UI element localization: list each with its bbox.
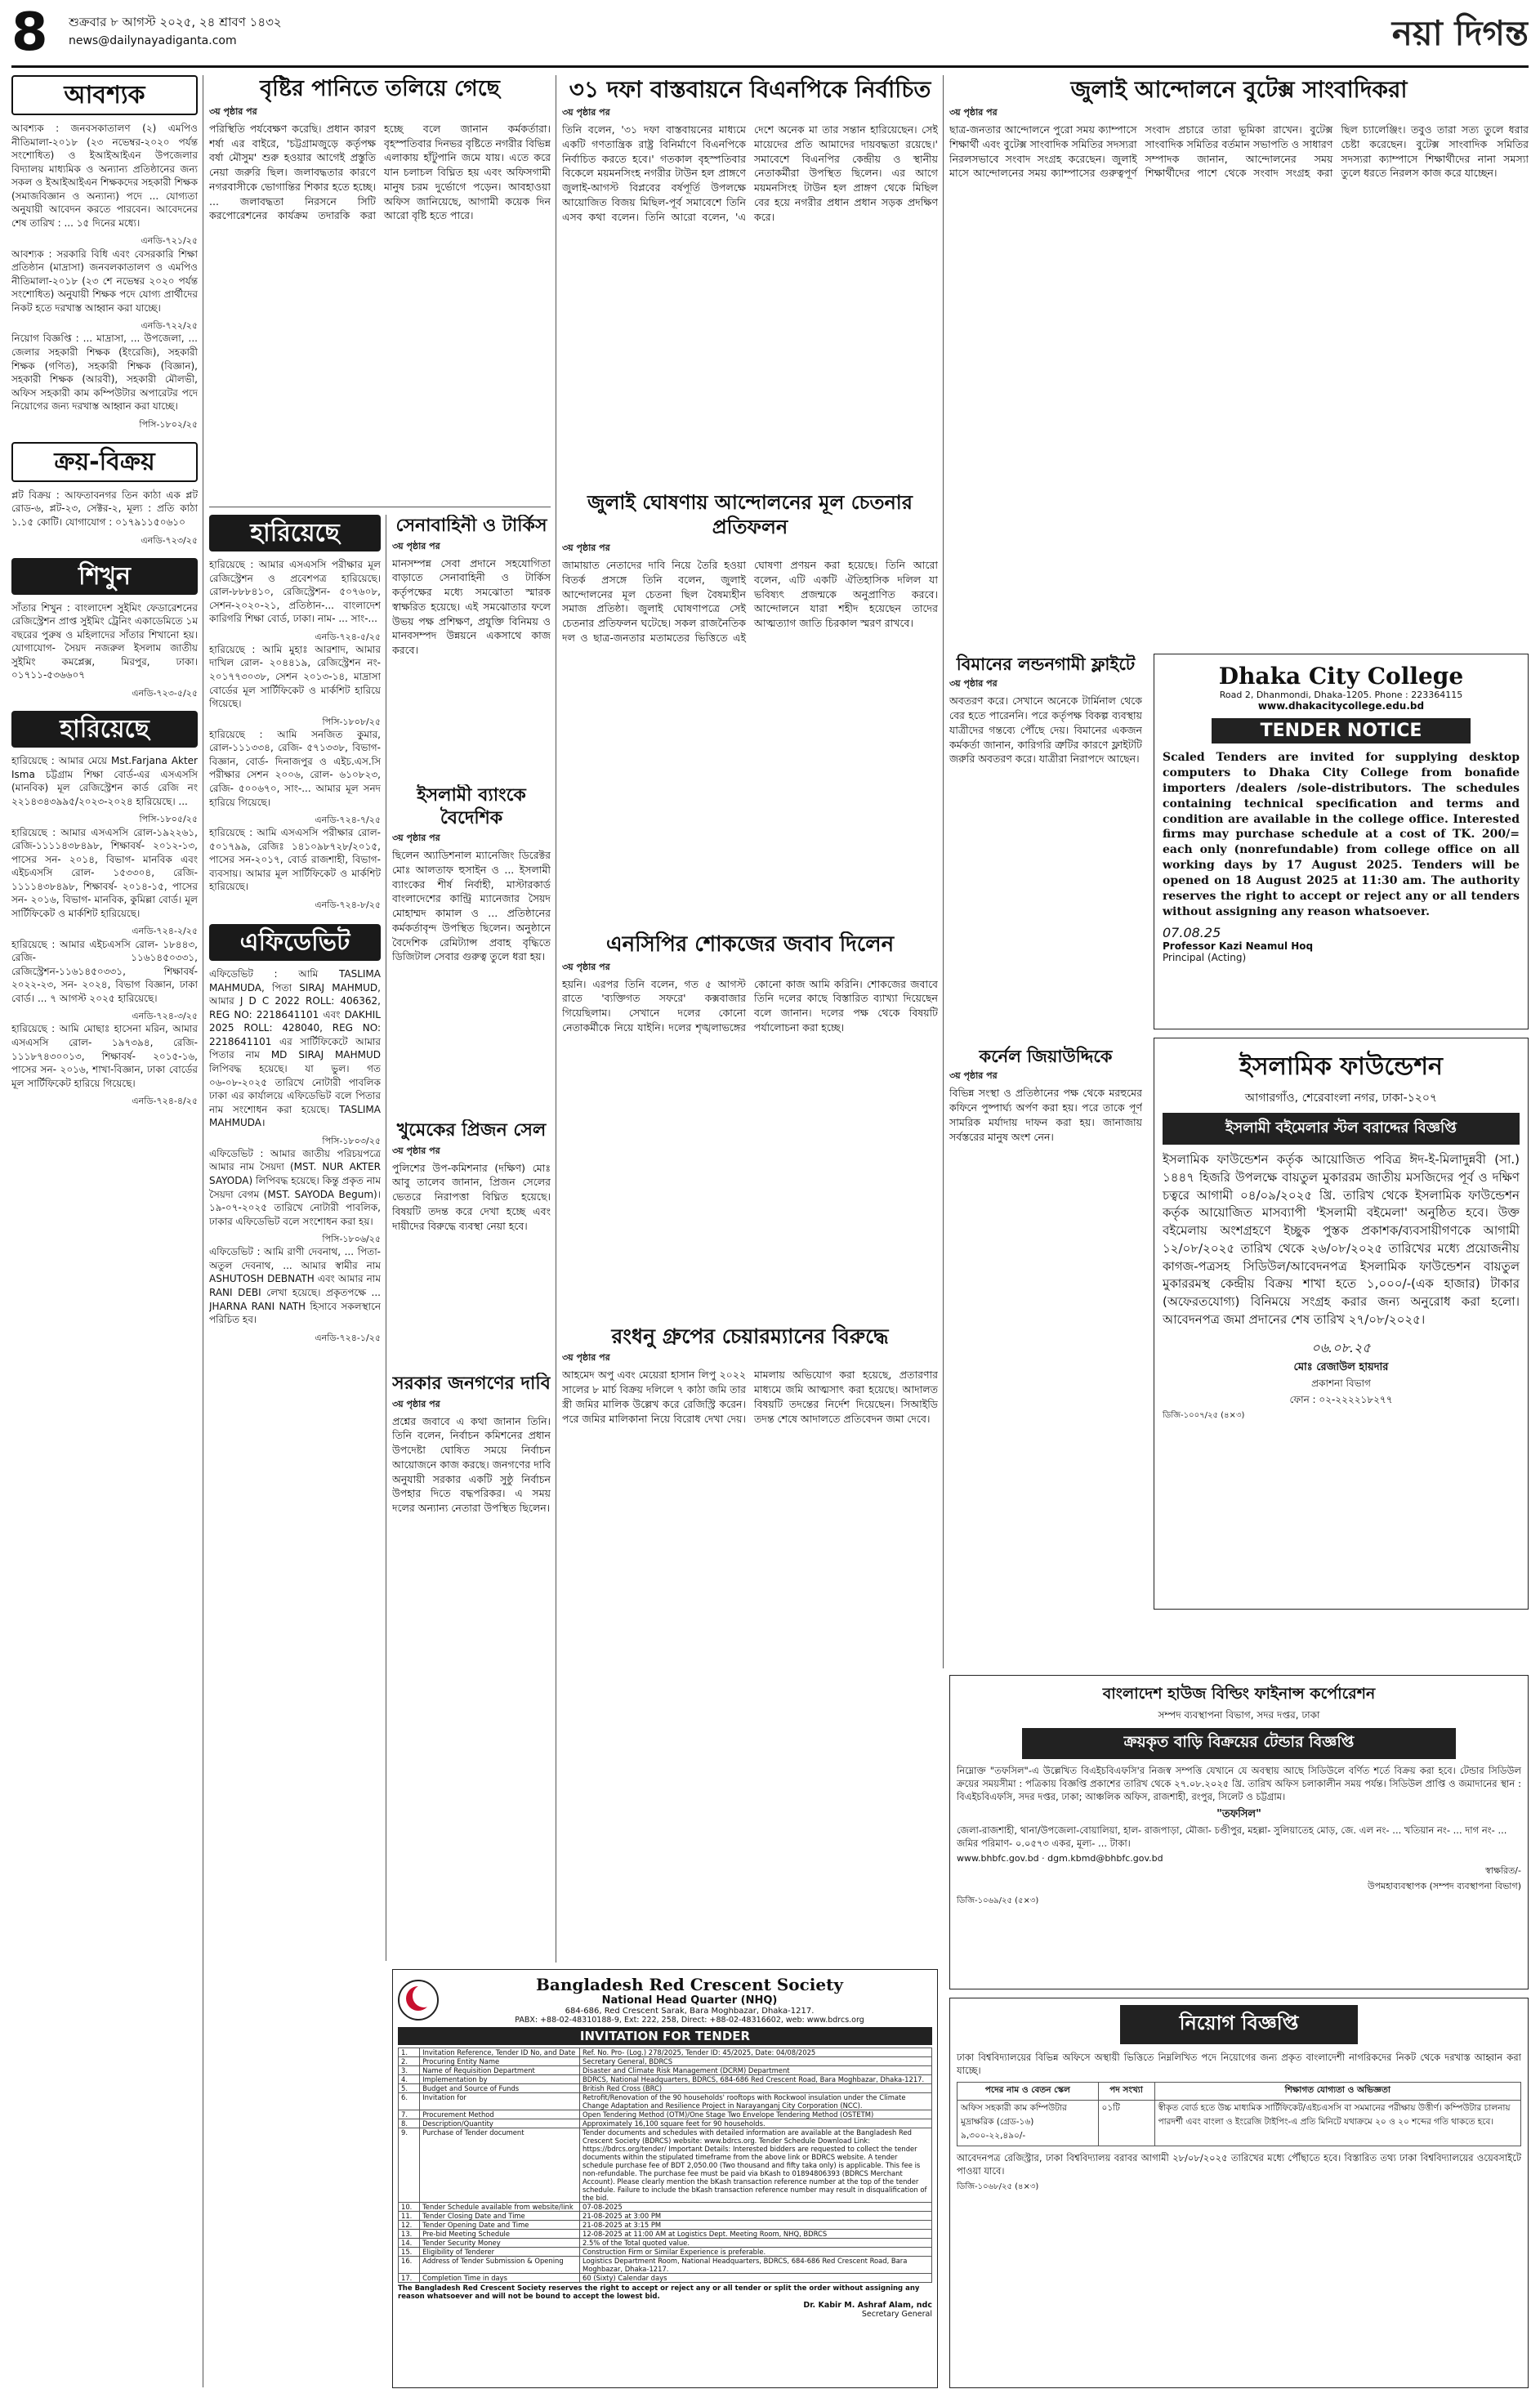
table-cell: 11. bbox=[399, 2212, 420, 2221]
ad-code: এনডি-৭২৪-১/২৫ bbox=[315, 1332, 381, 1343]
rain-article bbox=[209, 75, 551, 500]
sarkar-headline: সরকার জনগণের দাবি bbox=[392, 1373, 551, 1394]
army-continued: ৩য় পৃষ্ঠার পর bbox=[392, 540, 440, 551]
ad-code: পিসি-১৮০৩/২৫ bbox=[322, 1135, 381, 1146]
bnp-headline: ৩১ দফা বাস্তবায়নে বিএনপিকে নির্বাচিত bbox=[569, 76, 931, 103]
rangpur-headline: রংধনু গ্রুপের চেয়ারম্যানের বিরুদ্ধে bbox=[611, 1324, 889, 1348]
housing-name: বাংলাদেশ হাউজ বিল্ডিং ফাইনান্স কর্পোরেশন bbox=[1102, 1685, 1376, 1703]
rangpur-body: আহমেদ অপু এবং মেয়েরা হাসান লিপু ২০২২ সালের ৮ মার্চ বিক্রয় দলিলে ৭ কাঠা জমি তার স্ত্রী জমির মালিক উল্লেখ করে রেজিস্ট্রি করেন। পরে জমির মালিকানা নিয়ে বিরোধ দেখা দেয়। মামলায় অভিযোগ করা হয়েছে, প্রতারণার মাধ্যমে জমি আত্মসাৎ করা হয়েছে। আদালত বিষয়টি তদন্তের নির্দেশ দিয়েছেন। সিআইডি তদন্ত শেষে আদালতে প্রতিবেদন জমা দেবে। bbox=[562, 1369, 938, 1425]
phone: ফোন : ০২-২২২২১৮২৭৭ bbox=[1289, 1393, 1393, 1405]
rain-body: পরিস্থিতি পর্যবেক্ষণ করেছি। প্রধান কারণ শর্ষা এর বাইরে, 'চট্টগ্রামজুড়ে কর্তৃপক্ষ বর্ষা মৌসুম' শুরু হওয়ার আগেই প্রস্তুতি নেয়া জরুরি ছিল। জলাবদ্ধতার কারণে নগরবাসীকে ভোগান্তির শিকার হতে হচ্ছে। ... জলাবদ্ধতা নিরসনে সিটি করপোরেশনের কার্যক্রম তদারকি করা হচ্ছে বলে জানান কর্মকর্তারা। বৃহস্পতিবার দিনভর বৃষ্টিতে নগরীর বিভিন্ন এলাকায় হাঁটুপানি জমে যায়। এতে করে যান চলাচল বিঘ্নিত হয় এবং অফিসগামী মানুষ চরম দুর্ভোগে পড়েন। আবহাওয়া অফিস জানিয়েছে, আগামী কয়েক দিন আরো বৃষ্টি হতে পারে। bbox=[209, 122, 551, 222]
table-cell: Purchase of Tender document bbox=[420, 2128, 580, 2203]
rc-address: 684-686, Red Crescent Sarak, Bara Moghbazar, Dhaka-1217. bbox=[565, 2007, 815, 2016]
red-crescent-logo-icon bbox=[398, 1980, 439, 2021]
table-cell: 9. bbox=[399, 2128, 420, 2203]
section-haraiyeche-1: হারিয়েছে bbox=[209, 515, 381, 551]
table-cell: 10. bbox=[399, 2203, 420, 2212]
table-cell: 8. bbox=[399, 2119, 420, 2128]
list-item: এফিডেভিট : আমার জাতীয় পরিচয়পত্রে আমার নাম সৈয়দা (MST. NUR AKTER SAYODA) লিপিবদ্ধ হয়েছে। কিন্তু প্রকৃত নাম সৈয়দা বেগম (MST. SAYODA Begum)। ১৯-০৭-২০২৫ তারিখে নোটারী পাবলিক, ঢাকার এফিডেভিট বলে সংশোধন করা হয়। bbox=[209, 1147, 381, 1227]
table-row bbox=[399, 2203, 932, 2212]
signer-role: উপমহাব্যবস্থাপক (সম্পদ ব্যবস্থাপনা বিভাগ) bbox=[1367, 1881, 1521, 1892]
table-cell: স্বীকৃত বোর্ড হতে উচ্চ মাধ্যমিক সার্টিফিকেট/এইচএসসি বা সমমানের পরীক্ষায় উত্তীর্ণ। কম্পিউটার চালনায় পারদর্শী এবং বাংলা ও ইংরেজি টাইপিং-এ প্রতি মিনিটে যথাক্রমে ২০ ও ২০ শব্দের গতি থাকতে হবে। bbox=[1154, 2101, 1521, 2146]
table-cell: Retrofit/Renovation of the 90 households' rooftops with Rockwool insulation under the Climate Change Adaptation and Resilience Project in Narayanganj City Corporation (NCC). bbox=[580, 2093, 932, 2110]
table-cell: Invitation for bbox=[420, 2093, 580, 2110]
table-cell: Description/Quantity bbox=[420, 2119, 580, 2128]
niyog-ad bbox=[949, 1998, 1529, 2388]
kroy-list bbox=[11, 489, 198, 547]
shikhun-list bbox=[11, 601, 198, 699]
table-row bbox=[399, 2057, 932, 2066]
table-cell: Tender Opening Date and Time bbox=[420, 2221, 580, 2230]
table-header: পদ সংখ্যা bbox=[1098, 2083, 1154, 2101]
bnp-article bbox=[562, 75, 938, 484]
table-row bbox=[957, 2101, 1521, 2146]
rc-signer bbox=[398, 2301, 932, 2319]
list-item: এফিডেভিট : আমি TASLIMA MAHMUDA, পিতা SIRAJ MAHMUD, আমার J D C 2022 ROLL: 406362, REG NO: 2218641101 এবং DAKHIL 2025 ROLL: 428040, REG NO: 2218641101 এর সার্টিফিকেটে আমার পিতার নাম MD SIRAJ MAHMUD লিপিবদ্ধ হয়েছে। যা ভুল। গত ০৬-০৮-২০২৫ তারিখে নোটারী পাবলিক ঢাকা এর কার্যালয়ে এফিডেভিট বলে পিতার নাম সংশোধন করা হয়েছে। TASLIMA MAHMUDA। bbox=[209, 968, 381, 1129]
section-kroy-bikroy: ক্রয়-বিক্রয় bbox=[11, 442, 198, 482]
table-cell: 2.5% of the Total quoted value. bbox=[580, 2239, 932, 2248]
table-cell: Eligibility of Tenderer bbox=[420, 2248, 580, 2257]
table-cell: Tender Closing Date and Time bbox=[420, 2212, 580, 2221]
niyog-title: নিয়োগ বিজ্ঞপ্তি bbox=[1120, 2005, 1358, 2044]
section-awashyak: আবশ্যক bbox=[11, 75, 198, 115]
ad-code: এনডি-৭২৪-৮/২৫ bbox=[315, 900, 381, 910]
list-item: আবশ্যক : জনবসকাতালণ (২) এমপিও নীতিমালা-২০১৮ (২৩ নভেম্বর-২০২০ পর্যন্ত সংশোধিত) ও ইআইআইএন উপজেলার বিদ্যালয় মাধ্যমিক ও অন্যান্য প্রতিষ্ঠানের জন্য সকল ও ইআইআইএন শিক্ষকদের সহকারী শিক্ষক (সমাজবিজ্ঞান ও অন্যান্য) পদে ... যোগ্যতা অনুযায়ী আবেদন করতে পারবেন। আবেদনের শেষ তারিখ : ... ১৫ দিনের মধ্যে। bbox=[11, 123, 198, 229]
column-divider bbox=[943, 75, 944, 1668]
signature: 07.08.25 bbox=[1163, 924, 1221, 940]
signer-role: Principal (Acting) bbox=[1163, 951, 1247, 963]
london-headline: বিমানের লন্ডনগামী ফ্লাইটে bbox=[956, 654, 1136, 674]
ad-code: পিসি-১৮০২/২৫ bbox=[139, 418, 198, 430]
table-row bbox=[399, 2066, 932, 2075]
classified-column bbox=[11, 75, 198, 2387]
table-cell: BDRCS, National Headquarters, BDRCS, 684-686 Red Crescent Road, Bara Moghbazar, Dhaka-1217. bbox=[580, 2075, 932, 2084]
logo-text: নয়া দিগন্ত bbox=[1391, 13, 1529, 53]
ad-code: এনডি-৭২৪-২/২৫ bbox=[132, 926, 198, 937]
table-row bbox=[399, 2119, 932, 2128]
table-row bbox=[399, 2230, 932, 2239]
ad-code: পিসি-১৮০৮/২৫ bbox=[322, 716, 381, 727]
awashyak-list bbox=[11, 122, 198, 431]
table-cell: Address of Tender Submission & Opening bbox=[420, 2257, 580, 2274]
ad-code: এনডি-৭২৪-৪/২৫ bbox=[132, 1096, 198, 1107]
bnp-body: তিনি বলেন, '৩১ দফা বাস্তবায়নের মাধ্যমে একটি গণতান্ত্রিক রাষ্ট্র বিনির্মাণে বিএনপিকে নির্বাচিত করতে হবে।' গতকাল বৃহস্পতিবার বিকেলে ময়মনসিংহ নগরীর টাউন হল প্রাঙ্গণে জুলাই-আগস্ট বিপ্লবের বর্ষপূর্তি উপলক্ষে আয়োজিত বিজয় মিছিল-পূর্ব সমাবেশে তিনি এসব কথা বলেন। তিনি আরো বলেন, 'এ দেশে অনেক মা তার সন্তান হারিয়েছেন। সেই মায়েদের প্রতি আমাদের দায়বদ্ধতা রয়েছে।' সমাবেশে বিএনপির কেন্দ্রীয় ও স্থানীয় নেতাকর্মীরা উপস্থিত ছিলেন। এর আগে ময়মনসিংহ টাউন হল প্রাঙ্গণ থেকে মিছিল বের হয়ে নগরীর প্রধান প্রধান সড়ক প্রদক্ষিণ করে। bbox=[562, 123, 938, 223]
rangpur-article bbox=[562, 1324, 938, 1667]
table-cell: Secretary General, BDRCS bbox=[580, 2057, 932, 2066]
table-row bbox=[399, 2110, 932, 2119]
table-cell: 21-08-2025 at 3:00 PM bbox=[580, 2212, 932, 2221]
butex-continued: ৩য় পৃষ্ঠার পর bbox=[949, 107, 998, 118]
table-row bbox=[399, 2248, 932, 2257]
table-cell: 4. bbox=[399, 2075, 420, 2084]
table-cell: Completion Time in days bbox=[420, 2274, 580, 2283]
tofsil-title: "তফসিল" bbox=[1216, 1808, 1261, 1821]
table-row bbox=[399, 2274, 932, 2283]
rc-name: Bangladesh Red Crescent Society bbox=[536, 1975, 843, 1994]
masthead-rule bbox=[11, 65, 1529, 68]
foundation-body: ইসলামিক ফাউন্ডেশন কর্তৃক আয়োজিত পবিত্র ঈদ-ই-মিলাদুন্নবী (সা.) ১৪৪৭ হিজরি উপলক্ষে বায়তুল মুকাররম জাতীয় মসজিদের পূর্ব ও দক্ষিণ চত্বরে আগামী ০৪/০৯/২০২৫ খ্রি. তারিখ থেকে ইসলামিক ফাউন্ডেশন কর্তৃক আয়োজিত মাসব্যাপী 'ইসলামী বইমেলা' অনুষ্ঠিত হবে। উক্ত বইমেলায় অংশগ্রহণে ইচ্ছুক পুস্তক প্রকাশক/ব্যবসায়ীগণকে আগামী ১২/০৮/২০২৫ তারিখ থেকে ২৬/০৮/২০২৫ তারিখের মধ্যে প্রয়োজনীয় কাগজ-পত্রসহ সিডিউল/আবেদনপত্র ইসলামিক ফাউন্ডেশন বায়তুল মুকাররমস্থ কেন্দ্রীয় বিক্রয় শাখা হতে ১,০০০/-(এক হাজার) টাকার (অফেরতযোগ্য) বিনিময়ে সংগ্রহ করার জন্য অনুরোধ করা হলো। আবেদনপত্র জমা প্রদানের শেষ তারিখ ২৭/০৮/২০২৫। bbox=[1163, 1152, 1520, 1327]
butex-article bbox=[949, 75, 1529, 647]
signature: ০৬.০৮.২৫ bbox=[1311, 1339, 1371, 1355]
table-cell: Budget and Source of Funds bbox=[420, 2084, 580, 2093]
table-cell: 15. bbox=[399, 2248, 420, 2257]
foundation-title: ইসলামী বইমেলার স্টল বরাদ্দের বিজ্ঞপ্তি bbox=[1163, 1113, 1520, 1145]
ad-code: পিসি-১৮০৫/২৫ bbox=[139, 814, 198, 825]
list-item: এফিডেভিট : আমি রাণী দেবনাথ, ... পিতা- অতুল দেবনাথ, ... আমার স্বামীর নাম ASHUTOSH DEBNATH এবং আমার নাম RANI DEBI লেখা হয়েছে। প্রকৃতপক্ষে ... JHARNA RANI NATH হিসাবে সকলস্থানে পরিচিত হব। bbox=[209, 1246, 381, 1326]
niyog-table bbox=[957, 2082, 1521, 2146]
ad-code: এনডি-৭২৩-৫/২৫ bbox=[132, 688, 198, 699]
foundation-address: আগারগাঁও, শেরেবাংলা নগর, ঢাকা-১২০৭ bbox=[1244, 1092, 1438, 1105]
table-row bbox=[399, 2239, 932, 2248]
prison-article bbox=[392, 1119, 551, 1364]
table-header: শিক্ষাগত যোগ্যতা ও অভিজ্ঞতা bbox=[1154, 2083, 1521, 2101]
table-row bbox=[399, 2128, 932, 2203]
table-row bbox=[399, 2084, 932, 2093]
list-item: হারিয়েছে : আমি সনজিত কুমার, রোল-১১১৩৩৪, রেজি- ৫৭১৩৩৮, বিভাগ- বিজ্ঞান, বোর্ড- দিনাজপুর ও এইচ.এস.সি পরীক্ষার সেশন ২০০৬, রোল- ৬১০৮২৩, রেজি- ৫০০৬৭০, সাং-... আমার মূল সনদ হারিয়ে গিয়েছে। bbox=[209, 728, 381, 808]
housing-signer bbox=[957, 1864, 1521, 1895]
dhaka-college-ad bbox=[1154, 654, 1529, 1029]
july-article bbox=[562, 490, 938, 923]
table-cell: 16. bbox=[399, 2257, 420, 2274]
july-headline: জুলাই ঘোষণায় আন্দোলনের মূল চেতনার প্রতিফলন bbox=[587, 490, 913, 538]
prison-continued: ৩য় পৃষ্ঠার পর bbox=[392, 1145, 440, 1156]
rangpur-continued: ৩য় পৃষ্ঠার পর bbox=[562, 1352, 610, 1364]
college-website: www.dhakacitycollege.edu.bd bbox=[1257, 700, 1425, 712]
ad-code: এনডি-৭২৪-৫/২৫ bbox=[315, 631, 381, 642]
housing-email[interactable]: dgm.kbmd@bhbfc.gov.bd bbox=[1047, 1853, 1163, 1864]
bnp-continued: ৩য় পৃষ্ঠার পর bbox=[562, 107, 610, 118]
table-cell: 14. bbox=[399, 2239, 420, 2248]
table-cell: 2. bbox=[399, 2057, 420, 2066]
haraiyeche-1-list bbox=[209, 558, 381, 911]
ncp-article bbox=[562, 931, 938, 1315]
table-cell: 21-08-2025 at 3:15 PM bbox=[580, 2221, 932, 2230]
islami-bank-headline: ইসলামী ব্যাংকে বৈদেশিক bbox=[417, 784, 526, 828]
army-body: মানসম্পন্ন সেবা প্রদানে সহযোগিতা বাড়াতে সেনাবাহিনী ও টার্কিস কর্তৃপক্ষের মধ্যে সমঝোতা স্মারক স্বাক্ষরিত হয়েছে। এই সমঝোতার ফলে উভয় পক্ষ প্রশিক্ষণ, প্রযুক্তি বিনিময় ও মানবসম্পদ উন্নয়নে একসাথে কাজ করবে। bbox=[392, 556, 551, 656]
list-item: হারিয়েছে : আমার এসএসসি রোল-১৯২২৬১, রেজি-১১১১৪৩৮৪৯৮, শিক্ষাবর্ষ- ২০১২-১৩, পাসের সন- ২০১৪, বিভাগ- মানবিক এবং এইচএসসি রোল- ১৫৩৩০৪, রেজি- ১১১১৪৩৮৪৯৮, শিক্ষাবর্ষ- ২০১৪-১৫, পাসের সন- ২০১৬, বিভাগ- মানবিক, কুমিল্লা বোর্ড। মূল সার্টিফিকেট ও মার্কশিট হারিয়েছে। bbox=[11, 826, 198, 919]
table-cell: অফিস সহকারী কাম কম্পিউটার মুদ্রাক্ষরিক (গ্রেড-১৬) ৯,৩০০-২২,৪৯০/- bbox=[957, 2101, 1099, 2146]
prison-headline: খুমেকের প্রিজন সেল bbox=[396, 1119, 547, 1141]
date-line: শুক্রবার ৮ আগস্ট ২০২৫, ২৪ শ্রাবণ ১৪৩২ bbox=[69, 15, 282, 29]
table-row bbox=[399, 2093, 932, 2110]
july-body: জামায়াত নেতাদের দাবি নিয়ে তৈরি হওয়া বিতর্ক প্রসঙ্গে তিনি বলেন, জুলাই আন্দোলনের মূল চেতনা ছিল বৈষম্যহীন সমাজ প্রতিষ্ঠা। জুলাই ঘোষণাপত্রে সেই চেতনার প্রতিফলন ঘটেছে। সকল রাজনৈতিক দল ও ছাত্র-জনতার মতামতের ভিত্তিতে এই ঘোষণা প্রণয়ন করা হয়েছে। তিনি আরো বলেন, এটি একটি ঐতিহাসিক দলিল যা ভবিষ্যৎ প্রজন্মকে অনুপ্রাণিত করবে। আন্দোলনে যারা শহীদ হয়েছেন তাদের আত্মত্যাগ জাতি চিরকাল স্মরণ রাখবে। bbox=[562, 559, 938, 644]
table-cell: ০১টি bbox=[1098, 2101, 1154, 2146]
list-item: আবশ্যক : সরকারি বিধি এবং বেসরকারি শিক্ষা প্রতিষ্ঠান (মাদ্রাসা) জনবলকাতালণ ও এমপিও নীতিমালা-২০১৮ (২৩ শে নভেম্বর ২০২০ পর্যন্ত সংশোধিত) অনুযায়ী শিক্ষক পদে যোগ্য প্রার্থীদের নিকট হতে দরখাস্ত আহ্বান করা যাচ্ছে। bbox=[11, 248, 198, 314]
haraiyeche-1-block bbox=[209, 515, 381, 1961]
ad-code: এনডি-৭২৪-৭/২৫ bbox=[315, 815, 381, 826]
table-row bbox=[399, 2257, 932, 2274]
list-item: হারিয়েছে : আমি মুহাঃ আরশাদ, আমার দাখিল রোল- ২০৪৪১৯, রেজিস্ট্রেশন নং- ২০১৭৭৩০৩৮, সেশন ২০১৩-১৪, মাদ্রাসা বোর্ডের মূল সার্টিফিকেট ও মার্কশিট হারিয়ে গিয়েছে। bbox=[209, 643, 381, 710]
sarkar-body: প্রশ্নের জবাবে এ কথা জানান তিনি। তিনি বলেন, নির্বাচন কমিশনের প্রধান উপদেষ্টা ঘোষিত সময়ে নির্বাচন আয়োজনে কাজ করছে। জনগণের দাবি অনুযায়ী সরকার একটি সুষ্ঠু নির্বাচন উপহার দিতে বদ্ধপরিকর। এ সময় দলের অন্যান্য নেতারা উপস্থিত ছিলেন। bbox=[392, 1414, 551, 1514]
army-headline: সেনাবাহিনী ও টার্কিস bbox=[395, 515, 547, 536]
islamic-foundation-ad bbox=[1154, 1038, 1529, 1610]
red-crescent-ad bbox=[392, 1969, 938, 2388]
table-cell: Name of Requisition Department bbox=[420, 2066, 580, 2075]
colonel-body: বিভিন্ন সংস্থা ও প্রতিষ্ঠানের পক্ষ থেকে মরহুমের কফিনে পুষ্পার্ঘ্য অর্পণ করা হয়। পরে তাকে পূর্ণ সামরিক মর্যাদায় দাফন করা হয়। জানাজায় সর্বস্তরের মানুষ অংশ নেন। bbox=[949, 1087, 1142, 1143]
ncp-headline: এনসিপির শোকজের জবাব দিলেন bbox=[605, 932, 895, 957]
list-item: হারিয়েছে : আমি মোছাঃ হাসেনা মরিন, আমার এসএসসি রোল- ১৯৭৩৯৪, রেজি- ১১১৮৭৪৩০০১৩, শিক্ষাবর্ষ- ২০১৫-১৬, পাসের সন- ২০১৬, শাখা-বিজ্ঞান, ঢাকা বোর্ডের মূল সার্টিফিকেট হারিয়ে গিয়েছে। bbox=[11, 1023, 198, 1089]
table-row bbox=[399, 2212, 932, 2221]
signer-name: Professor Kazi Neamul Hoq bbox=[1163, 940, 1314, 952]
ad-code: পিসি-১৮০৬/২৫ bbox=[322, 1234, 381, 1245]
housing-website[interactable]: www.bhbfc.gov.bd bbox=[957, 1853, 1039, 1864]
table-row bbox=[399, 2075, 932, 2084]
ad-code: ডিজি-১০০৭/২৫ (৪×৩) bbox=[1163, 1410, 1245, 1420]
july-continued: ৩য় পৃষ্ঠার পর bbox=[562, 543, 610, 553]
housing-links: www.bhbfc.gov.bd · dgm.kbmd@bhbfc.gov.bd bbox=[957, 1853, 1163, 1864]
army-article bbox=[392, 515, 551, 776]
haraiyeche-2-list bbox=[11, 754, 198, 1107]
table-cell: 12-08-2025 at 11:00 AM at Logistics Dept. Meeting Room, NHQ, BDRCS bbox=[580, 2230, 932, 2239]
islami-bank-body: ছিলেন অ্যাডিশনাল ম্যানেজিং ডিরেক্টর মোঃ আলতাফ হুসাইন ও ... ইসলামী ব্যাংকের শীর্ষ নির্বাহী, মাস্টারকার্ড বাংলাদেশের কান্ট্রি ম্যানেজার সৈয়দ মোহাম্মদ কামাল ও ... প্রতিষ্ঠানের কর্মকর্তাবৃন্দ উপস্থিত ছিলেন। অনুষ্ঠানে বৈদেশিক রেমিট্যান্স প্রবাহ বৃদ্ধিতে ডিজিটাল সেবার গুরুত্ব তুলে ধরা হয়। bbox=[392, 849, 551, 963]
table-cell: 3. bbox=[399, 2066, 420, 2075]
london-article bbox=[949, 654, 1142, 1038]
masthead bbox=[11, 7, 1529, 60]
rain-headline: বৃষ্টির পানিতে তলিয়ে গেছে bbox=[260, 76, 500, 101]
colonel-headline: কর্নেল জিয়াউদ্দিকে bbox=[979, 1046, 1113, 1066]
london-body: অবতরণ করে। সেখানে অনেকে টার্মিনাল থেকে বের হতে পারেননি। পরে কর্তৃপক্ষ বিকল্প ব্যবস্থায় যাত্রীদের গন্তব্যে পৌঁছে দেয়। বিমানের একজন কর্মকর্তা জানান, কারিগরি ত্রুটির কারণে ফ্লাইটটি জরুরি অবতরণ করে। যাত্রীরা নিরাপদে আছেন। bbox=[949, 694, 1142, 766]
table-cell: 12. bbox=[399, 2221, 420, 2230]
table-cell: 6. bbox=[399, 2093, 420, 2110]
rc-footer: The Bangladesh Red Crescent Society reserves the right to accept or reject any or all tender or split the order without assigning any reason whatsoever and will not be bound to accept the lowest bid. bbox=[398, 2284, 920, 2301]
table-cell: 5. bbox=[399, 2084, 420, 2093]
page-number: 8 bbox=[11, 7, 48, 60]
list-item: হারিয়েছে : আমার এইচএসসি রোল- ১৮৪৪৩, রেজি- ১১৬১৪৫০৩৩১, রেজিস্ট্রেশন-১১৬১৪৫০৩৩১, শিক্ষাবর্ষ- ২০২২-২৩, সন- ২০২৪, বিভাগ বিজ্ঞান, ঢাকা বোর্ড। ... ৭ আগস্ট ২০২৫ হারিয়েছে। bbox=[11, 938, 198, 1004]
housing-address: সম্পদ ব্যবস্থাপনা বিভাগ, সদর দপ্তর, ঢাকা bbox=[1158, 1709, 1320, 1721]
table-row bbox=[399, 2221, 932, 2230]
sarkar-continued: ৩য় পৃষ্ঠার পর bbox=[392, 1398, 440, 1409]
rc-title: INVITATION FOR TENDER bbox=[398, 2027, 932, 2045]
list-item: হারিয়েছে : আমার এসএসসি পরীক্ষার মূল রেজিস্ট্রেশন ও প্রবেশপত্র হারিয়েছে। রোল-৮৮৮৪১০, রেজিস্ট্রেশন- ৫০৭৬০৮, সেশন-২০২০-২১, প্রতিষ্ঠান-... বাংলাদেশ কারিগরি শিক্ষা বোর্ড, ঢাকা। নাম- ... সাং-... bbox=[209, 559, 381, 625]
butex-body: ছাত্র-জনতার আন্দোলনে পুরো সময় ক্যাম্পাসে শিক্ষার্থী এবং বুটেক্স সাংবাদিক সমিতির সদস্যরা নিরলসভাবে সংবাদ সংগ্রহ করেছেন। জুলাই মাসে আন্দোলনের সময় ক্যাম্পাসের গুরুত্বপূর্ণ সংবাদ প্রচারে তারা ভূমিকা রাখেন। বুটেক্স সাংবাদিক সমিতির বর্তমান সভাপতি ও সাধারণ সম্পাদক জানান, আন্দোলনের সময় শিক্ষার্থীদের পাশে থেকে সংবাদ সংগ্রহ করা ছিল চ্যালেঞ্জিং। তবুও তারা সত্য তুলে ধরার চেষ্টা করেছেন। বুটেক্স সাংবাদিক সমিতির সদস্যরা ক্যাম্পাসে শিক্ষার্থীদের নানা সমস্যা তুলে ধরতে নিরলস কাজ করে যাচ্ছেন। bbox=[949, 123, 1529, 180]
section-shikhun: শিখুন bbox=[11, 558, 198, 595]
table-cell: 1. bbox=[399, 2048, 420, 2057]
rain-continued: ৩য় পৃষ্ঠার পর bbox=[209, 105, 257, 117]
section-haraiyeche-2: হারিয়েছে bbox=[11, 711, 198, 748]
table-cell: 13. bbox=[399, 2230, 420, 2239]
section-affidavit: এফিডেভিট bbox=[209, 924, 381, 961]
islami-bank-article bbox=[392, 784, 551, 1111]
ad-code: এনডি-৭২১/২৫ bbox=[141, 235, 198, 247]
table-cell: Open Tendering Method (OTM)/One Stage Two Envelope Tendering Method (OSTETM) bbox=[580, 2110, 932, 2119]
tender-body: Scaled Tenders are invited for supplying desktop computers to Dhaka City College from bonafide importers /dealers /sole-distributors. The schedules containing technical specification and terms and condition are available in the college office. Interested firms may purchase schedule at a cost of TK. 200/= each only (nonrefundable) from college office on all working days by 17 August 2025. Tenders will be opened on 18 August 2025 at 11:30 am. The authority reserves the right to accept or reject any or all tenders without assigning any reason whatsoever. bbox=[1163, 751, 1520, 918]
table-cell: Procuring Entity Name bbox=[420, 2057, 580, 2066]
sarkar-article bbox=[392, 1373, 551, 1961]
niyog-footer: আবেদনপত্র রেজিস্ট্রার, ঢাকা বিশ্ববিদ্যালয় বরাবর আগামী ২৮/০৮/২০২৫ তারিখের মধ্যে পৌঁছাতে হবে। বিস্তারিত তথ্য ঢাকা বিশ্ববিদ্যালয়ের ওয়েবসাইটে পাওয়া যাবে। bbox=[957, 2152, 1521, 2177]
niyog-intro: ঢাকা বিশ্ববিদ্যালয়ের বিভিন্ন অফিসে অস্থায়ী ভিত্তিতে নিম্নলিখিত পদে নিয়োগের জন্য প্রকৃত বাংলাদেশী নাগরিকদের নিকট থেকে দরখাস্ত আহ্বান করা যাচ্ছে। bbox=[957, 2052, 1521, 2077]
signer-role: প্রকাশনা বিভাগ bbox=[1311, 1377, 1371, 1389]
table-cell: British Red Cross (BRC) bbox=[580, 2084, 932, 2093]
tender-notice-title: TENDER NOTICE bbox=[1212, 718, 1471, 744]
table-cell: Implementation by bbox=[420, 2075, 580, 2084]
housing-body: নিম্নোক্ত "তফসিল"-এ উল্লেখিত বিএইচবিএফসি'র নিজস্ব সম্পত্তি যেখানে যে অবস্থায় আছে সিডিউলে বর্ণিত শর্তে বিক্রয় করা হবে। টেন্ডার সিডিউল ক্রয়ের সময়সীমা : পত্রিকায় বিজ্ঞপ্তি প্রকাশের তারিখ থেকে ২৭.০৮.২০২৫ খ্রি. তারিখ অফিস চলাকালীন সময় পর্যন্ত। সিডিউল প্রাপ্তি ও জমাদানের স্থান : বিএইচবিএফসি, সদর দপ্তর, ঢাকা; আঞ্চলিক অফিস, রাজশাহী, রংপুর, সিলেট ও চট্টগ্রাম। bbox=[957, 1765, 1521, 1803]
ad-code: এনডি-৭২২/২৫ bbox=[141, 320, 198, 332]
table-cell: Procurement Method bbox=[420, 2110, 580, 2119]
list-item: সাঁতার শিখুন : বাংলাদেশ সুইমিং ফেডারেশনের রেজিস্ট্রেশন প্রাপ্ত সুইমিং ট্রেনিং একাডেমিতে ১ম বছরের পুরুষ ও মহিলাদের সাঁতার শিখানো হয়। যোগাযোগ- সৈয়দ নজরুল ইসলাম জাতীয় সুইমিং কমপ্লেক্স, মিরপুর, ঢাকা। ০১৭১১-৫৩৬৬০৭ bbox=[11, 601, 198, 681]
ncp-continued: ৩য় পৃষ্ঠার পর bbox=[562, 961, 610, 972]
signer-name: স্বাক্ষরিত/- bbox=[1485, 1865, 1521, 1877]
table-cell: Invitation Reference, Tender ID No, and Date bbox=[420, 2048, 580, 2057]
rc-sub: National Head Quarter (NHQ) bbox=[601, 1994, 778, 2007]
college-name: Dhaka City College bbox=[1218, 663, 1464, 690]
rc-contact: PABX: +88-02-48310188-9, Ext: 222, 258, Direct: +88-02-48316602, web: www.bdrcs.org bbox=[515, 2016, 864, 2025]
table-cell: 17. bbox=[399, 2274, 420, 2283]
table-cell: Ref. No. Pro- (Log.) 278/2025, Tender ID: 45/2025, Date: 04/08/2025 bbox=[580, 2048, 932, 2057]
table-row bbox=[399, 2048, 932, 2057]
islami-bank-continued: ৩য় পৃষ্ঠার পর bbox=[392, 833, 440, 843]
table-cell: Tender documents and schedules with detailed information are available at the Bangladesh Red Crescent Society (BDRCS) website: www.bdrcs.org. Tender Schedule Download Link: https://bdrcs.org/tender/ Important Details: Interested bidders are requested to collect the tender documents within the stipulated timeframe from the above link or BDRCS website. A tender schedule purchase fee of BDT 2,050.00 (Two thousand and fifty taka only) is applicable. This fee is non-refundable. The purchase fee must be paid via bKash to 01894806393 (BDRCS Merchant Account). Please clearly mention the bKash transaction reference number at the top of the tender schedule. Failure to include the bKash transaction reference number may result in disqualification of the bid. bbox=[580, 2128, 932, 2203]
butex-headline: জুলাই আন্দোলনে বুটেক্স সাংবাদিকরা bbox=[1070, 76, 1408, 103]
table-cell: Tender Schedule available from website/link bbox=[420, 2203, 580, 2212]
ad-code: ডিজি-১০৬৮/২৫ (৪×৩) bbox=[957, 2182, 1039, 2192]
signer-role: Secretary General bbox=[861, 2310, 932, 2319]
rc-header bbox=[398, 1975, 932, 2025]
newspaper-logo bbox=[1351, 7, 1529, 59]
ad-code: এনডি-৭২৪-৩/২৫ bbox=[132, 1011, 198, 1022]
housing-title: ক্রয়কৃত বাড়ি বিক্রয়ের টেন্ডার বিজ্ঞপ্তি bbox=[1022, 1728, 1456, 1759]
table-cell: Construction Firm or Similar Experience is preferable. bbox=[580, 2248, 932, 2257]
london-continued: ৩য় পৃষ্ঠার পর bbox=[949, 678, 998, 690]
table-cell: 60 (Sixty) Calendar days bbox=[580, 2274, 932, 2283]
rc-tender-table bbox=[398, 2047, 932, 2283]
colonel-continued: ৩য় পৃষ্ঠার পর bbox=[949, 1070, 998, 1082]
table-header: পদের নাম ও বেতন স্কেল bbox=[957, 2083, 1099, 2101]
table-cell: Pre-bid Meeting Schedule bbox=[420, 2230, 580, 2239]
email: news@dailynayadiganta.com bbox=[69, 34, 237, 47]
table-cell: Logistics Department Room, National Headquarters, BDRCS, 684-686 Red Crescent Road, Bara Moghbazar, Dhaka-1217. bbox=[580, 2257, 932, 2274]
affidavit-list bbox=[209, 967, 381, 1344]
ad-code: ডিজি-১০৬৯/২৫ (৫×৩) bbox=[957, 1896, 1039, 1906]
housing-ad bbox=[949, 1675, 1529, 1989]
table-cell: Disaster and Climate Risk Management (DCRM) Department bbox=[580, 2066, 932, 2075]
list-item: নিয়োগ বিজ্ঞপ্তি : ... মাদ্রাসা, ... উপজেলা, ... জেলার সহকারী শিক্ষক (ইংরেজি), সহকারী শিক্ষক (গণিত), সহকারী শিক্ষক (বিজ্ঞান), সহকারী শিক্ষক (আরবী), সহকারী মৌলভী, অফিস সহকারী কাম কম্পিউটার অপারেটর পদে নিয়োগের জন্য দরখাস্ত আহ্বান করা যাচ্ছে। bbox=[11, 333, 198, 413]
table-cell: Tender Security Money bbox=[420, 2239, 580, 2248]
table-cell: Approximately 16,100 square feet for 90 households. bbox=[580, 2119, 932, 2128]
tofsil-body: জেলা-রাজশাহী, থানা/উপজেলা-বোয়ালিয়া, হাল- রাজপাড়া, মৌজা- চণ্ডীপুর, মহল্লা- সুলিয়াতেহ মোড়, জে. এল নং- ... খতিয়ান নং- ... দাগ নং- ... জমির পরিমাণ- ০.০৫৭৩ একর, মূল্য- ... টাকা। bbox=[957, 1824, 1507, 1850]
signer-name: Dr. Kabir M. Ashraf Alam, ndc bbox=[803, 2301, 932, 2310]
foundation-name: ইসলামিক ফাউন্ডেশন bbox=[1239, 1052, 1443, 1081]
signer-name: মোঃ রেজাউল হায়দার bbox=[1293, 1360, 1389, 1373]
table-cell: 07-08-2025 bbox=[580, 2203, 932, 2212]
list-item: হারিয়েছে : আমার মেয়ে Mst.Farjana Akter Isma চট্টগ্রাম শিক্ষা বোর্ড-এর এসএসসি (মানবিক) মূল রেজিস্ট্রেশন কার্ড রেজি নং ২২১৪৩৪৩৯৯৫/২০২৩-২০২৪ হারিয়েছে। ... bbox=[11, 755, 198, 807]
table-cell: 7. bbox=[399, 2110, 420, 2119]
list-item: হারিয়েছে : আমি এসএসসি পরীক্ষার রোল- ৫০১৭৯৯, রেজিঃ ১৪১০৯৮৭২৮/২০১৫, পাসের সন-২০১৭, বোর্ড রাজশাহী, বিভাগ-ব্যবসায়। আমার মূল সার্টিফিকেট ও মার্কশিট হারিয়েছে। bbox=[209, 827, 381, 893]
colonel-article bbox=[949, 1046, 1142, 1667]
college-address: Road 2, Dhanmondi, Dhaka-1205. Phone : 223364115 bbox=[1219, 690, 1463, 700]
prison-body: পুলিশের উপ-কমিশনার (দক্ষিণ) মোঃ আবু তালেব জানান, প্রিজন সেলের ভেতরে নিরাপত্তা বিঘ্নিত হয়েছে। বিষয়টি তদন্ত করে দেখা হচ্ছে এবং দায়ীদের বিরুদ্ধে ব্যবস্থা নেয়া হবে। bbox=[392, 1161, 551, 1232]
list-item: প্লট বিক্রয় : আফতাবনগর তিন কাঠা এক প্লট রোড-৬, প্লট-২৩, সেক্টর-২, মূল্য : প্রতি কাঠা ১.১৫ কোটি। যোগাযোগ : ০১৭৯১১৫০৬১০ bbox=[11, 489, 198, 528]
ad-code: এনডি-৭২৩/২৫ bbox=[141, 534, 198, 546]
ncp-body: হয়নি। এরপর তিনি বলেন, গত ৫ আগস্ট রাতে 'ব্যক্তিগত সফরে' কক্সবাজার গিয়েছিলাম। সেখানে দলের কোনো নেতাকর্মীকে নিয়ে যাইনি। দলের শৃঙ্খলাভঙ্গের কোনো কাজ আমি করিনি। শোকজের জবাবে তিনি দলের কাছে বিস্তারিত ব্যাখ্যা দিয়েছেন বলে জানান। দলের পক্ষ থেকে বিষয়টি পর্যালোচনা করা হচ্ছে। bbox=[562, 977, 938, 1034]
